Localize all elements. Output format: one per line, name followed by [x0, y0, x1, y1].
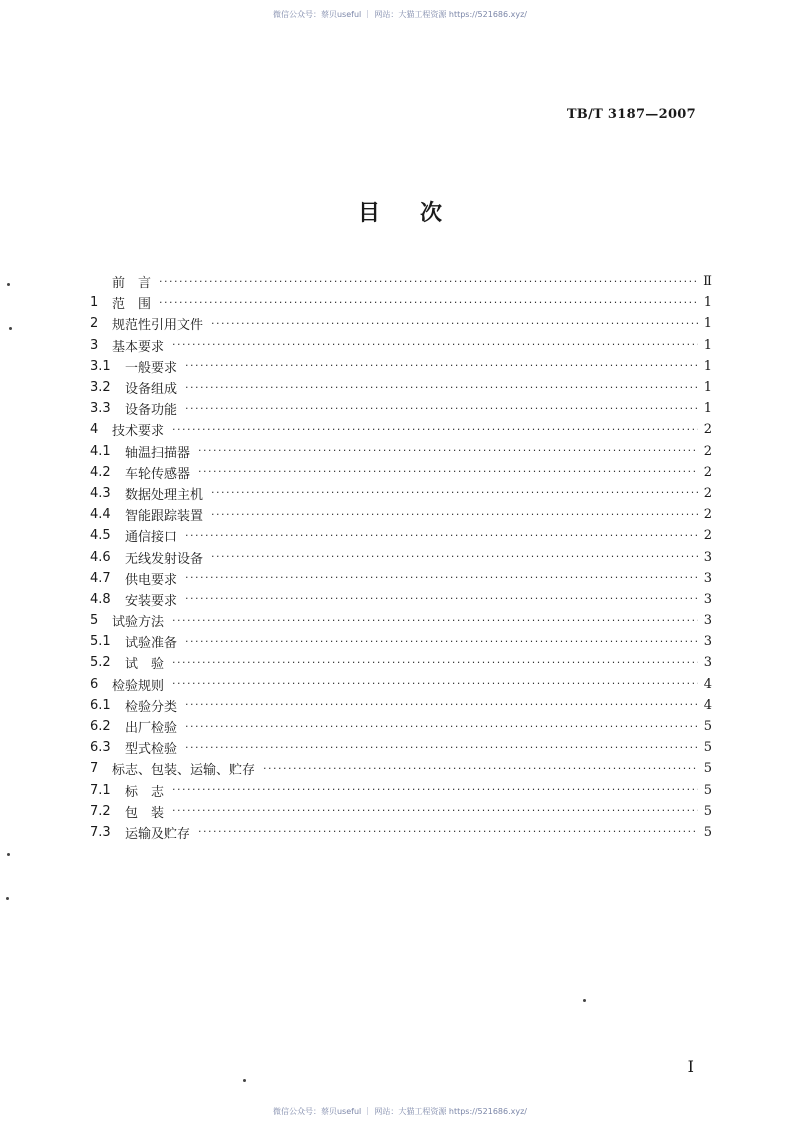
toc-entry-page: 3 [703, 549, 712, 565]
toc-entry-number: 4.6 [90, 549, 111, 565]
toc-entry [90, 377, 712, 398]
leader-dots [198, 443, 698, 459]
page-title: 目次 [357, 201, 482, 226]
toc-entry-number: 6 [90, 676, 99, 692]
toc-entry [90, 822, 712, 843]
toc-entry [90, 695, 712, 716]
toc-entry [90, 610, 712, 631]
leader-dots [172, 782, 698, 798]
toc-entry-page: 1 [703, 358, 712, 374]
toc-entry-page: 3 [703, 591, 712, 607]
toc-entry-label: 设备功能 [125, 403, 178, 419]
toc-entry-label: 通信接口 [125, 530, 178, 546]
toc-entry-label: 检验规则 [112, 678, 165, 694]
toc-entry-number: 5.2 [90, 655, 111, 671]
toc-entry [90, 546, 712, 567]
toc-entry-label: 试验方法 [112, 615, 165, 631]
leader-dots [211, 485, 698, 501]
toc-entry [90, 674, 712, 695]
toc-entry-label: 检验分类 [125, 699, 178, 715]
toc-entry-page: 2 [703, 528, 712, 544]
leader-dots [172, 613, 698, 629]
toc-entry-number: 4.4 [90, 507, 111, 523]
toc-entry-number: 4.7 [90, 570, 111, 586]
toc-entry-label: 无线发射设备 [125, 551, 204, 567]
leader-dots [185, 528, 698, 544]
toc-entry-page: 1 [703, 295, 712, 311]
toc-entry-label: 试 验 [125, 657, 165, 673]
toc-entry-page: 4 [703, 697, 712, 713]
toc-entry-page: 5 [703, 803, 712, 819]
leader-dots [263, 761, 698, 777]
toc-entry [90, 758, 712, 779]
toc-entry-page: 2 [703, 422, 712, 438]
toc-entry-number: 7 [90, 761, 99, 777]
toc-entry-page: 1 [703, 337, 712, 353]
toc-entry-number: 3.3 [90, 401, 111, 417]
toc-entry-number: 6.2 [90, 719, 111, 735]
toc-entry-page: 3 [703, 613, 712, 629]
toc-entry-page: 5 [703, 719, 712, 735]
toc-entry-label: 一般要求 [125, 360, 178, 376]
leader-dots [172, 803, 698, 819]
toc-entry-label: 数据处理主机 [125, 487, 204, 503]
toc-entry-label: 前 言 [112, 276, 152, 292]
toc-entry-label: 基本要求 [112, 339, 165, 355]
toc-entry-number: 5 [90, 613, 99, 629]
toc-entry-page: 5 [703, 824, 712, 840]
toc-entry-number: 4.2 [90, 464, 111, 480]
toc-entry-page: 1 [703, 380, 712, 396]
table-of-contents [90, 271, 712, 843]
leader-dots [185, 358, 698, 374]
toc-entry [90, 801, 712, 822]
toc-entry [90, 504, 712, 525]
toc-entry-label: 安装要求 [125, 593, 178, 609]
toc-entry-number: 7.1 [90, 782, 111, 798]
toc-entry-label: 技术要求 [112, 424, 165, 440]
scan-speck [7, 853, 10, 856]
toc-entry-label: 包 装 [125, 805, 165, 821]
toc-entry-label: 规范性引用文件 [112, 318, 204, 334]
toc-entry-page: 1 [703, 316, 712, 332]
toc-entry-label: 设备组成 [125, 382, 178, 398]
leader-dots [211, 507, 698, 523]
leader-dots [172, 676, 698, 692]
toc-entry-label: 型式检验 [125, 742, 178, 758]
toc-entry-label: 范 围 [112, 297, 152, 313]
leader-dots [172, 655, 698, 671]
toc-entry [90, 356, 712, 377]
toc-entry-page: 5 [703, 740, 712, 756]
toc-entry-number: 1 [90, 295, 99, 311]
document-code: TB/T 3187—2007 [566, 107, 696, 122]
toc-entry [90, 419, 712, 440]
scan-speck [6, 897, 9, 900]
leader-dots [185, 380, 698, 396]
leader-dots [185, 401, 698, 417]
leader-dots [185, 719, 698, 735]
toc-entry-number: 4.3 [90, 485, 111, 501]
toc-entry-page: 1 [703, 401, 712, 417]
toc-entry-label: 车轮传感器 [125, 466, 191, 482]
watermark-top: 微信公众号：蔡贝useful ｜ 网站：大猫工程资源 https://521686.xyz/ [272, 10, 528, 19]
scan-speck [243, 1079, 246, 1082]
toc-entry [90, 716, 712, 737]
toc-entry [90, 483, 712, 504]
toc-entry-number: 3.2 [90, 380, 111, 396]
toc-entry-number: 2 [90, 316, 99, 332]
toc-entry-label: 轴温扫描器 [125, 445, 191, 461]
toc-entry-label: 供电要求 [125, 572, 178, 588]
toc-entry-number: 6.3 [90, 740, 111, 756]
toc-entry-number: 7.3 [90, 824, 111, 840]
leader-dots [198, 464, 698, 480]
toc-entry-label: 标 志 [125, 784, 165, 800]
scan-speck [9, 327, 12, 330]
leader-dots [185, 740, 698, 756]
toc-entry-label: 运输及贮存 [125, 826, 191, 842]
toc-entry [90, 589, 712, 610]
leader-dots [211, 316, 698, 332]
toc-entry [90, 335, 712, 356]
toc-entry [90, 568, 712, 589]
toc-entry [90, 780, 712, 801]
leader-dots [211, 549, 698, 565]
toc-entry [90, 525, 712, 546]
toc-entry-number: 6.1 [90, 697, 111, 713]
toc-entry-page: 2 [703, 443, 712, 459]
watermark-bottom: 微信公众号：蔡贝useful ｜ 网站：大猫工程资源 https://521686.xyz/ [272, 1107, 528, 1116]
toc-entry [90, 441, 712, 462]
toc-entry-label: 标志、包装、运输、贮存 [112, 763, 256, 779]
toc-entry-number: 4 [90, 422, 99, 438]
toc-entry-label: 智能跟踪装置 [125, 509, 204, 525]
page-number: Ⅰ [687, 1057, 694, 1076]
scan-speck [583, 999, 586, 1002]
toc-entry [90, 398, 712, 419]
toc-entry-page: 3 [703, 570, 712, 586]
toc-entry-number: 5.1 [90, 634, 111, 650]
toc-entry-page: 3 [703, 655, 712, 671]
toc-entry-label: 试验准备 [125, 636, 178, 652]
leader-dots [172, 422, 698, 438]
scan-speck [7, 283, 10, 286]
toc-entry-number: 4.5 [90, 528, 111, 544]
leader-dots [185, 697, 698, 713]
toc-entry [90, 631, 712, 652]
toc-entry-page: 5 [703, 761, 712, 777]
toc-entry-number: 3 [90, 337, 99, 353]
leader-dots [159, 295, 698, 311]
toc-entry-page: 2 [703, 464, 712, 480]
toc-entry [90, 292, 712, 313]
leader-dots [198, 824, 698, 840]
leader-dots [185, 591, 698, 607]
toc-entry [90, 652, 712, 673]
toc-entry-number: 4.1 [90, 443, 111, 459]
toc-entry-page: 4 [703, 676, 712, 692]
toc-entry-page: 2 [703, 485, 712, 501]
leader-dots [185, 634, 698, 650]
toc-entry-page: 5 [703, 782, 712, 798]
toc-entry-number: 4.8 [90, 591, 111, 607]
toc-entry [90, 271, 712, 292]
toc-entry [90, 462, 712, 483]
leader-dots [185, 570, 698, 586]
toc-entry [90, 737, 712, 758]
toc-entry [90, 313, 712, 334]
toc-entry-number: 3.1 [90, 358, 111, 374]
toc-entry-label: 出厂检验 [125, 721, 178, 737]
toc-entry-number: 7.2 [90, 803, 111, 819]
toc-entry-page: 3 [703, 634, 712, 650]
leader-dots [172, 337, 698, 353]
leader-dots [159, 274, 698, 290]
toc-entry-page: 2 [703, 507, 712, 523]
toc-entry-page: Ⅱ [703, 274, 712, 290]
